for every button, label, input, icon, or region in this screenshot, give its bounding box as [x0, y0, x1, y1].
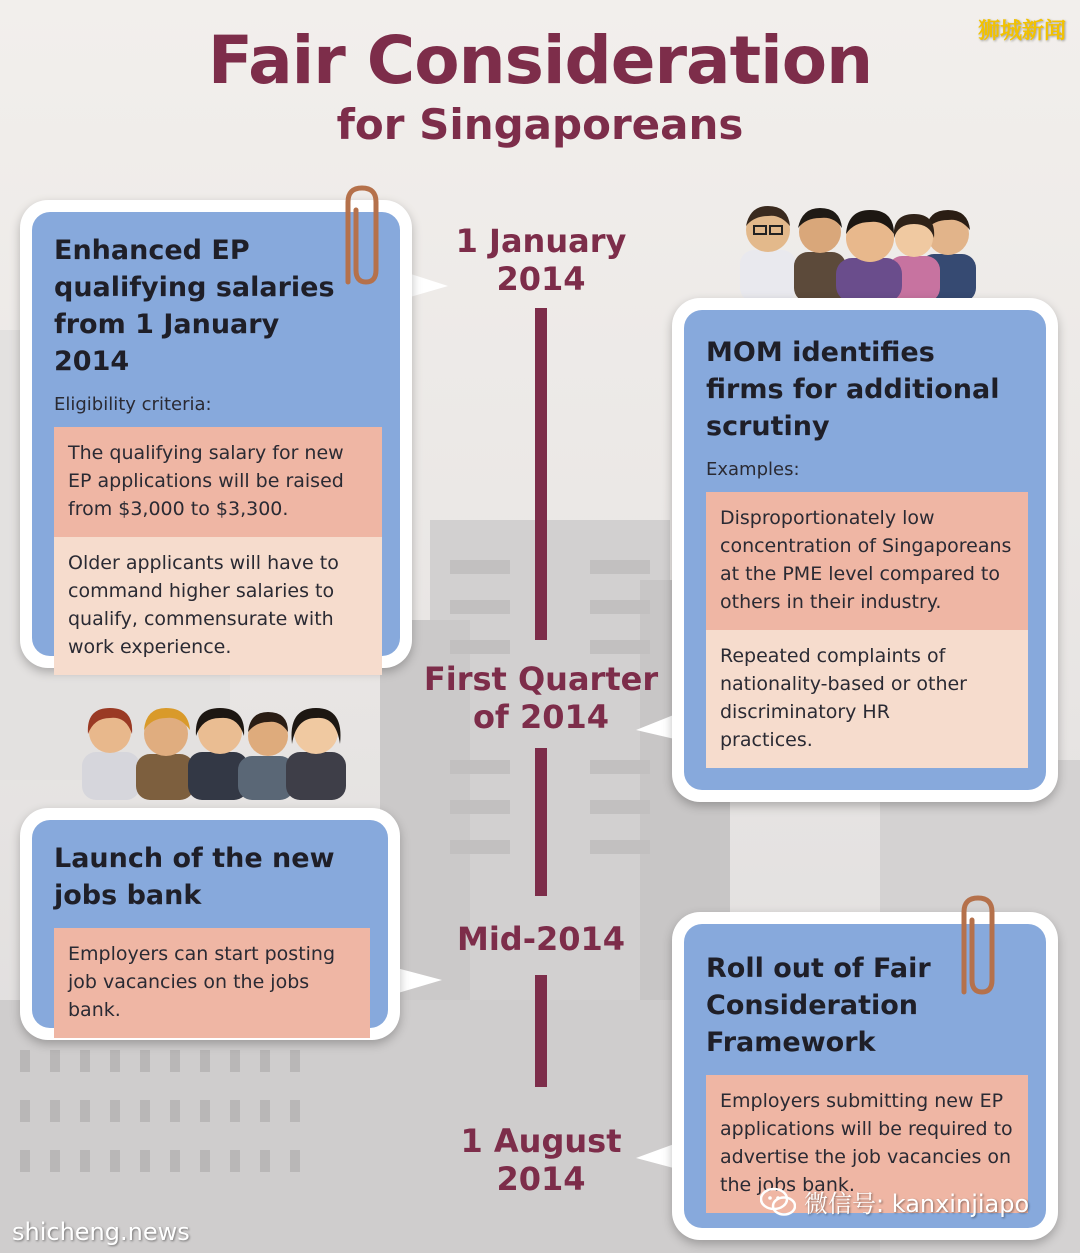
- timeline-segment-1: [535, 308, 547, 640]
- card-label: Examples:: [706, 459, 800, 480]
- wechat-icon: [760, 1187, 796, 1217]
- example-box: Repeated complaints of nationality-based or other discriminatory HR practices.: [706, 630, 1028, 768]
- date-line-2: 2014: [496, 260, 586, 298]
- timeline-date-jan-2014: [420, 222, 662, 298]
- watermark-bottom-right: [760, 1184, 1029, 1219]
- card-title: Enhanced EP qualifying salaries from 1 January 2014: [54, 235, 335, 377]
- date-line-2: 2014: [496, 1160, 586, 1198]
- card-jobs-bank: [20, 808, 400, 1040]
- date-line-1: First Quarter: [423, 660, 659, 698]
- card-title: MOM identifies firms for additional scrutiny: [706, 337, 1000, 442]
- info-box: Employers submitting new EP applications will be required to advertise the job vacancies on the jobs bank.: [706, 1075, 1028, 1213]
- timeline-date-q1-2014: [420, 660, 662, 736]
- card-body: [32, 820, 388, 1028]
- paperclip-icon: [334, 182, 390, 292]
- date-line-1: 1 January: [455, 222, 627, 260]
- card-mom-scrutiny: [672, 298, 1058, 802]
- timeline-segment-3: [535, 975, 547, 1087]
- info-box: Employers can start posting job vacancies on the jobs bank.: [54, 928, 370, 1038]
- timeline-date-mid-2014: [420, 920, 662, 958]
- date-line-2: of 2014: [472, 698, 610, 736]
- business-people-group-icon: [80, 700, 360, 800]
- timeline-date-aug-2014: [420, 1122, 662, 1198]
- example-box: Disproportionately low concentration of Singaporeans at the PME level compared to others in their industry.: [706, 492, 1028, 630]
- watermark-top-right: 狮城新闻: [977, 19, 1066, 44]
- page-title: Fair Consideration: [207, 22, 873, 99]
- business-people-group-icon: [730, 198, 1000, 302]
- date-line-1: 1 August: [460, 1122, 622, 1160]
- card-title: Roll out of Fair Consideration Framework: [706, 953, 931, 1058]
- criteria-box: The qualifying salary for new EP applications will be raised from $3,000 to $3,300.: [54, 427, 382, 537]
- criteria-box: Older applicants will have to command higher salaries to qualify, commensurate with work experience.: [54, 537, 382, 675]
- page-subtitle: for Singaporeans: [336, 100, 744, 149]
- watermark-bottom-left: shicheng.news: [12, 1218, 190, 1246]
- card-title: Launch of the new jobs bank: [54, 843, 335, 911]
- card-label: Eligibility criteria:: [54, 394, 212, 415]
- wechat-id-text: 微信号: kanxinjiapo: [804, 1190, 1030, 1218]
- timeline-segment-2: [535, 748, 547, 896]
- paperclip-icon: [950, 892, 1006, 1002]
- date-line-1: Mid-2014: [456, 920, 626, 958]
- card-body: [684, 310, 1046, 790]
